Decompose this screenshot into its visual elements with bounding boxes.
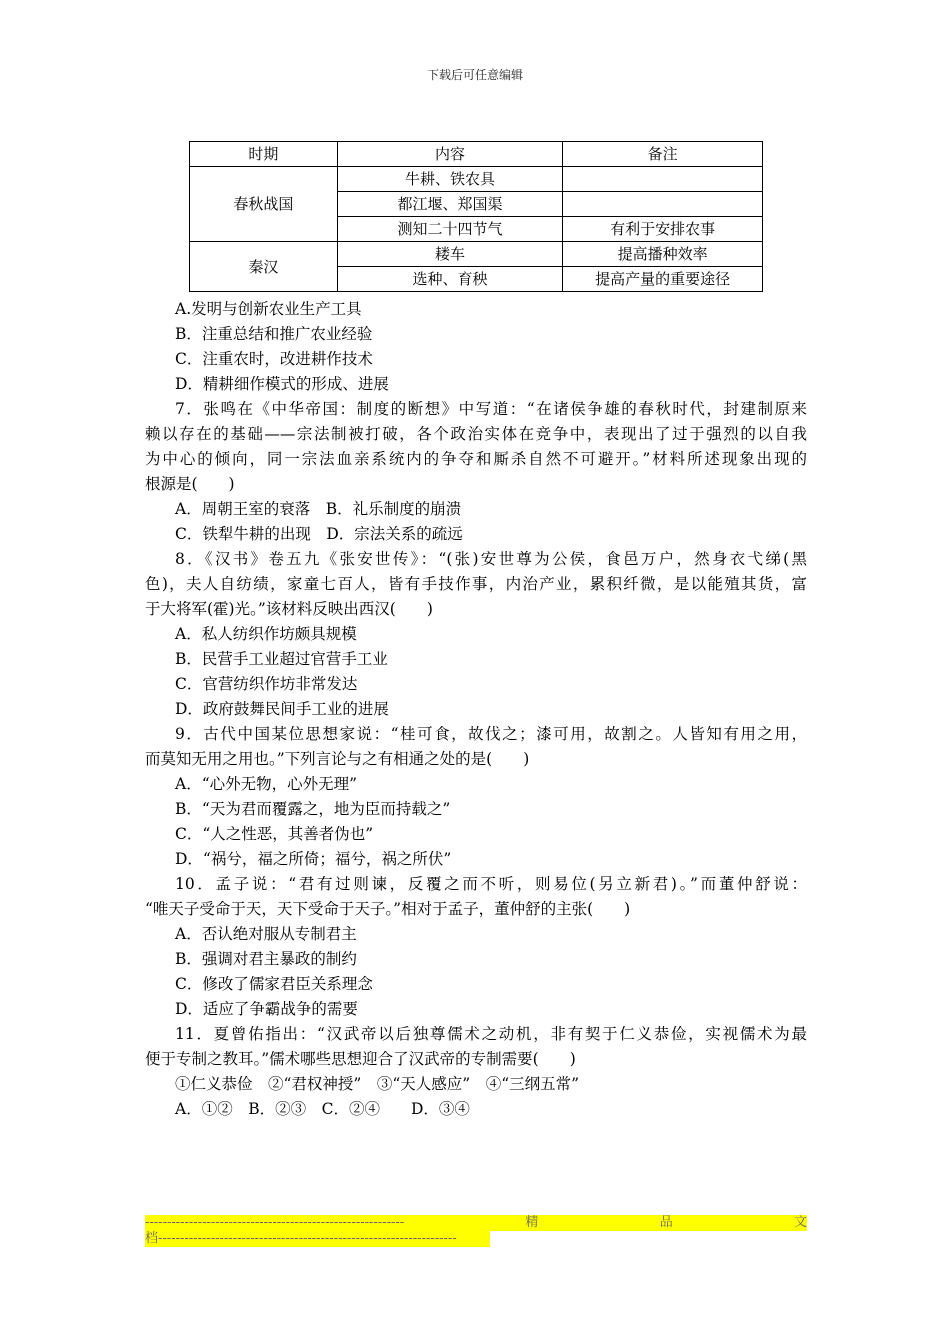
footer-dashes: ----------------------------------------------------------- <box>145 1215 405 1230</box>
answer-option: C．注重农时，改进耕作技术 <box>175 350 373 368</box>
table-header-cell: 时期 <box>190 142 338 167</box>
table-cell: 牛耕、铁农具 <box>337 167 563 192</box>
answer-option: A.发明与创新农业生产工具 <box>175 300 362 318</box>
table-row <box>190 167 763 192</box>
answer-option: A．否认绝对服从专制君主 <box>175 925 357 943</box>
answer-option: A．①② B．②③ C．②④ D．③④ <box>175 1100 470 1118</box>
table-header-cell: 内容 <box>337 142 563 167</box>
question-line: 于大将军(霍)光。”该材料反映出西汉( ) <box>145 600 433 618</box>
table-cell: 耧车 <box>337 242 563 267</box>
answer-option: D．政府鼓舞民间手工业的进展 <box>175 700 389 718</box>
page-header: 下载后可任意编辑 <box>426 68 523 82</box>
table-header-cell: 备注 <box>563 142 763 167</box>
answer-option: D．“祸兮，福之所倚；福兮，祸之所伏” <box>175 850 452 868</box>
question-line: 8．《汉书》卷五九《张安世传》：“(张)安世尊为公侯，食邑万户，然身衣弋绨(黑 <box>175 550 807 568</box>
table-cell: 提高播种效率 <box>563 242 763 267</box>
table-cell: 测知二十四节气 <box>337 217 563 242</box>
footer-highlight-row <box>145 1231 490 1247</box>
table-cell: 有利于安排农事 <box>563 217 763 242</box>
question-line: 色)，夫人自纺绩，家童七百人，皆有手技作事，内治产业，累积纤微，是以能殖其货，富 <box>145 575 807 593</box>
footer-dashes: -------------------------------------------------------------------- <box>158 1231 457 1246</box>
question-line: 便于专制之教耳。”儒术哪些思想迎合了汉武帝的专制需要( ) <box>145 1050 576 1068</box>
footer-word: 文 <box>793 1215 807 1230</box>
table-cell: 都江堰、郑国渠 <box>337 192 563 217</box>
question-line: 7．张鸣在《中华帝国：制度的断想》中写道：“在诸侯争雄的春秋时代，封建制原来 <box>175 400 807 418</box>
question-line: 赖以存在的基础——宗法制被打破，各个政治实体在竞争中，表现出了过于强烈的以自我 <box>145 425 807 443</box>
table-cell <box>563 167 763 192</box>
answer-option: B．“天为君而覆露之，地为臣而持载之” <box>175 800 451 818</box>
answer-option: B．民营手工业超过官营手工业 <box>175 650 388 668</box>
answer-option: C．铁犁牛耕的出现 D．宗法关系的疏远 <box>175 525 463 543</box>
answer-option: ①仁义恭俭 ②“君权神授” ③“天人感应” ④“三纲五常” <box>175 1075 580 1093</box>
answer-option: A．私人纺织作坊颇具规模 <box>175 625 357 643</box>
table-header-row <box>190 142 763 167</box>
answer-option: A．“心外无物，心外无理” <box>175 775 358 793</box>
answer-option: C．修改了儒家君臣关系理念 <box>175 975 373 993</box>
answer-option: B．强调对君主暴政的制约 <box>175 950 357 968</box>
agriculture-table <box>189 141 763 292</box>
answer-option: D．精耕细作模式的形成、进展 <box>175 375 389 393</box>
answer-option: C．官营纺织作坊非常发达 <box>175 675 358 693</box>
answer-option: A．周朝王室的衰落 B．礼乐制度的崩溃 <box>175 500 462 518</box>
answer-option: D．适应了争霸战争的需要 <box>175 1000 358 1018</box>
question-line: 11．夏曾佑指出：“汉武帝以后独尊儒术之动机，非有契于仁义恭俭，实视儒术为最 <box>175 1025 807 1043</box>
footer-word: 精 <box>525 1215 539 1230</box>
question-line: 根源是( ) <box>145 475 235 493</box>
question-line: 为中心的倾向，同一宗法血亲系统内的争夺和厮杀自然不可避开。”材料所述现象出现的 <box>145 450 807 468</box>
question-line: “唯天子受命于天，天下受命于天子。”相对于孟子，董仲舒的主张( ) <box>145 900 631 918</box>
question-text <box>145 297 807 1122</box>
page-footer <box>145 1215 807 1252</box>
table-cell <box>563 192 763 217</box>
answer-option: C．“人之性恶，其善者伪也” <box>175 825 374 843</box>
question-line: 而莫知无用之用也。”下列言论与之有相通之处的是( ) <box>145 750 530 768</box>
table-cell: 提高产量的重要途径 <box>563 267 763 292</box>
table-cell: 选种、育秧 <box>337 267 563 292</box>
table-period-cell: 秦汉 <box>190 242 338 292</box>
question-line: 10．孟子说：“君有过则谏，反覆之而不听，则易位(另立新君)。”而董仲舒说： <box>175 875 807 893</box>
footer-word: 品 <box>659 1215 673 1230</box>
footer-word: 档 <box>145 1231 159 1246</box>
table-period-cell: 春秋战国 <box>190 167 338 242</box>
answer-option: B．注重总结和推广农业经验 <box>175 325 373 343</box>
question-line: 9．古代中国某位思想家说：“桂可食，故伐之；漆可用，故割之。人皆知有用之用， <box>175 725 807 743</box>
footer-highlight-row <box>145 1215 807 1231</box>
table-row <box>190 242 763 267</box>
